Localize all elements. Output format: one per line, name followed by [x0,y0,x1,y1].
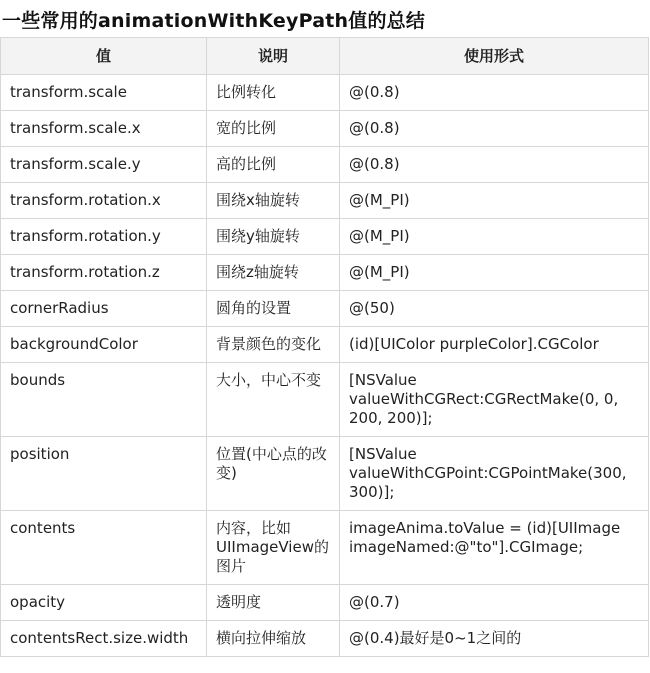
cell-description: 围绕x轴旋转 [207,183,340,219]
cell-keypath: transform.rotation.z [1,255,207,291]
cell-usage: [NSValue valueWithCGRect:CGRectMake(0, 0, 200, 200)]; [340,363,649,437]
table-row [1,327,649,363]
column-header-value: 值 [1,38,207,75]
cell-usage: @(0.8) [340,111,649,147]
table-row [1,147,649,183]
cell-keypath: cornerRadius [1,291,207,327]
cell-usage: (id)[UIColor purpleColor].CGColor [340,327,649,363]
cell-description: 围绕z轴旋转 [207,255,340,291]
table-row [1,255,649,291]
table-row [1,111,649,147]
page-title: 一些常用的animationWithKeyPath值的总结 [2,10,426,32]
cell-usage: @(0.8) [340,75,649,111]
cell-keypath: contents [1,511,207,585]
cell-usage: @(50) [340,291,649,327]
cell-keypath: transform.scale.x [1,111,207,147]
cell-keypath: transform.rotation.y [1,219,207,255]
cell-usage: @(0.8) [340,147,649,183]
cell-keypath: backgroundColor [1,327,207,363]
cell-keypath: bounds [1,363,207,437]
table-row [1,621,649,657]
table-row [1,511,649,585]
cell-description: 大小，中心不变 [207,363,340,437]
table-row [1,585,649,621]
cell-description: 圆角的设置 [207,291,340,327]
table-row [1,437,649,511]
cell-keypath: transform.scale.y [1,147,207,183]
column-header-description: 说明 [207,38,340,75]
keypath-table [0,37,649,657]
cell-usage: @(M_PI) [340,219,649,255]
cell-usage: imageAnima.toValue = (id)[UIImage imageNamed:@"to"].CGImage; [340,511,649,585]
cell-description: 比例转化 [207,75,340,111]
cell-usage: @(0.7) [340,585,649,621]
table-row [1,219,649,255]
cell-description: 宽的比例 [207,111,340,147]
cell-keypath: contentsRect.size.width [1,621,207,657]
table-header-row [1,38,649,75]
cell-description: 背景颜色的变化 [207,327,340,363]
cell-description: 透明度 [207,585,340,621]
cell-keypath: position [1,437,207,511]
cell-description: 横向拉伸缩放 [207,621,340,657]
table-row [1,363,649,437]
cell-description: 围绕y轴旋转 [207,219,340,255]
cell-description: 高的比例 [207,147,340,183]
cell-description: 内容，比如UIImageView的图片 [207,511,340,585]
cell-keypath: transform.rotation.x [1,183,207,219]
cell-usage: [NSValue valueWithCGPoint:CGPointMake(300, 300)]; [340,437,649,511]
table-row [1,183,649,219]
cell-description: 位置(中心点的改变) [207,437,340,511]
cell-usage: @(M_PI) [340,255,649,291]
cell-keypath: transform.scale [1,75,207,111]
column-header-usage: 使用形式 [340,38,649,75]
cell-keypath: opacity [1,585,207,621]
table-row [1,75,649,111]
cell-usage: @(M_PI) [340,183,649,219]
table-row [1,291,649,327]
cell-usage: @(0.4)最好是0~1之间的 [340,621,649,657]
